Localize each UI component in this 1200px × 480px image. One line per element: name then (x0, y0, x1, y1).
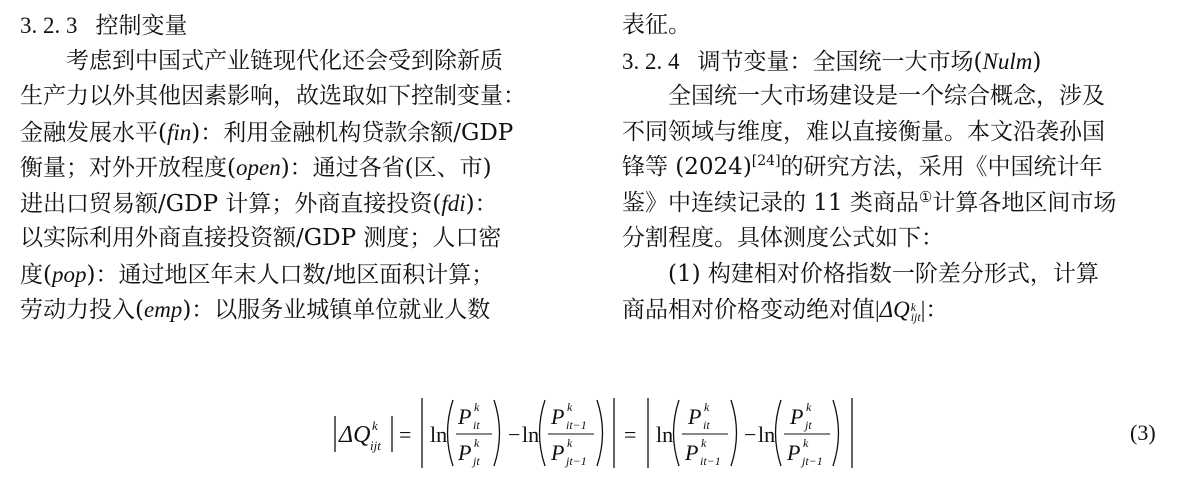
equation-3 (332, 394, 872, 470)
paren-left (776, 400, 782, 466)
text-span: 衡量；对外开放程度( (20, 155, 236, 181)
paren-right (731, 400, 737, 466)
text-span: ) (1032, 48, 1042, 75)
variable-emp: emp (143, 297, 183, 322)
text-span: )： (465, 190, 498, 217)
text-line (20, 150, 580, 186)
text-span: 金融发展水平( (20, 119, 167, 146)
text-span: )：通过各省(区、市) (280, 155, 492, 181)
variable-fdi: fdi (441, 190, 466, 216)
denominator-sup: k (701, 436, 707, 450)
denominator-P: P (458, 440, 472, 465)
text-line (622, 186, 1182, 222)
text-line (622, 150, 1182, 186)
minus-sign: − (744, 422, 757, 447)
numerator-P: P (551, 404, 565, 429)
text-line (622, 221, 1182, 257)
section-title: 控制变量 (95, 13, 188, 39)
left-column (20, 8, 580, 328)
ln-operator: ln (758, 422, 776, 447)
text-line (20, 79, 580, 115)
inline-formula-symbol: ΔQ (879, 297, 910, 322)
numerator-P: P (790, 404, 804, 429)
section-heading-3-2-4 (622, 44, 1182, 80)
footnote-marker[interactable]: ① (918, 187, 933, 206)
paren-left (540, 400, 546, 466)
equals-sign: = (399, 422, 412, 447)
text-line (20, 292, 580, 328)
numerator-P: P (458, 404, 472, 429)
numerator-sup: k (474, 400, 480, 414)
text-span: 进出口贸易额/GDP 计算；外商直接投资( (20, 190, 442, 217)
paren-left (674, 400, 680, 466)
text-span: )：利用金融机构贷款余额/GDP (191, 119, 514, 146)
equation-number: (3) (1130, 420, 1156, 445)
numerator-sup: k (806, 400, 812, 414)
text-span: 劳动力投入( (20, 297, 144, 323)
equals-sign: = (624, 422, 637, 447)
equation-term-1 (422, 398, 614, 468)
lhs-symbol: ΔQ (339, 422, 371, 448)
denominator-sub: jt−1 (802, 454, 823, 468)
ln-operator: ln (656, 422, 674, 447)
numerator-sub: it (473, 418, 480, 432)
numerator-sup: k (567, 400, 573, 414)
numerator-sub: it (703, 418, 710, 432)
inline-sup: k (910, 299, 917, 314)
equation-lhs (335, 416, 392, 453)
inline-formula-abs-delta-q: |ΔQk ijt| (875, 297, 926, 324)
section-heading-3-2-3 (20, 8, 580, 44)
right-column (622, 8, 1182, 328)
denominator-sup: k (567, 436, 573, 450)
text-line (20, 44, 580, 80)
numerator-P: P (688, 404, 702, 429)
text-span: 商品相对价格变动绝对值 (622, 297, 875, 323)
variable-fin: fin (166, 119, 192, 145)
inline-sub: ijt (910, 309, 921, 324)
text-line (20, 186, 580, 222)
section-number: 3. 2. 4 (622, 48, 680, 74)
inline-formula-scripts (910, 299, 921, 324)
denominator-sub: jt (473, 454, 480, 468)
text-span: 的研究方法，采用《中国统计年 (780, 154, 1103, 180)
text-line (622, 79, 1182, 115)
text-line (20, 221, 580, 257)
ln-operator: ln (430, 422, 448, 447)
paren-right (597, 400, 603, 466)
text-span: (1) 构建相对价格指数一阶差分形式，计算 (668, 260, 1099, 287)
text-span: )：以服务业城镇单位就业人数 (182, 297, 491, 323)
text-line (20, 257, 580, 293)
ln-operator: ln (522, 422, 540, 447)
denominator-P: P (685, 440, 699, 465)
variable-pop: pop (51, 261, 87, 287)
text-span: 全国统一大市场建设是一个综合概念，涉及 (668, 83, 1105, 109)
text-span: 考虑到中国式产业链现代化还会受到除新质 (66, 47, 503, 74)
denominator-sub: it−1 (700, 454, 721, 468)
variable-nulm: Nulm (982, 48, 1033, 74)
lhs-sub: ijt (370, 438, 381, 453)
text-line (20, 115, 580, 151)
paren-left (448, 400, 454, 466)
text-line (622, 8, 1182, 44)
text-span: ： (925, 297, 949, 323)
text-span: 度( (20, 261, 52, 288)
lhs-sup: k (372, 418, 378, 433)
text-span: )：通过地区年末人口数/地区面积计算； (86, 261, 495, 288)
text-span: 生产力以外其他因素影响，故选取如下控制变量： (20, 83, 526, 109)
citation-ref[interactable]: [24] (751, 153, 781, 169)
section-title: 调节变量：全国统一大市场( (697, 48, 983, 75)
paren-right (833, 400, 839, 466)
denominator-sup: k (803, 436, 809, 450)
paren-right (494, 400, 500, 466)
text-line (622, 292, 1182, 328)
text-span: 以实际利用外商直接投资额/GDP 测度；人口密 (20, 225, 502, 251)
minus-sign: − (508, 422, 521, 447)
numerator-sup: k (704, 400, 710, 414)
numerator-sub: it−1 (566, 418, 587, 432)
equation-term-2 (648, 398, 852, 468)
denominator-sub: jt−1 (566, 454, 587, 468)
denominator-sup: k (474, 436, 480, 450)
text-span: 表征。 (622, 12, 691, 38)
text-span: 鉴》中连续记录的 11 类商品 (622, 189, 919, 216)
text-span: 分割程度。具体测度公式如下： (622, 225, 944, 251)
text-line (622, 115, 1182, 151)
numerator-sub: jt (805, 418, 812, 432)
text-span: 不同领域与维度，难以直接衡量。本文沿袭孙国 (622, 118, 1105, 145)
text-line (622, 257, 1182, 293)
denominator-P: P (551, 440, 565, 465)
variable-open: open (235, 155, 281, 180)
section-number: 3. 2. 3 (20, 13, 78, 38)
text-span: 计算各地区间市场 (932, 189, 1117, 216)
denominator-P: P (787, 440, 801, 465)
text-span: 锋等 (2024) (622, 154, 752, 180)
